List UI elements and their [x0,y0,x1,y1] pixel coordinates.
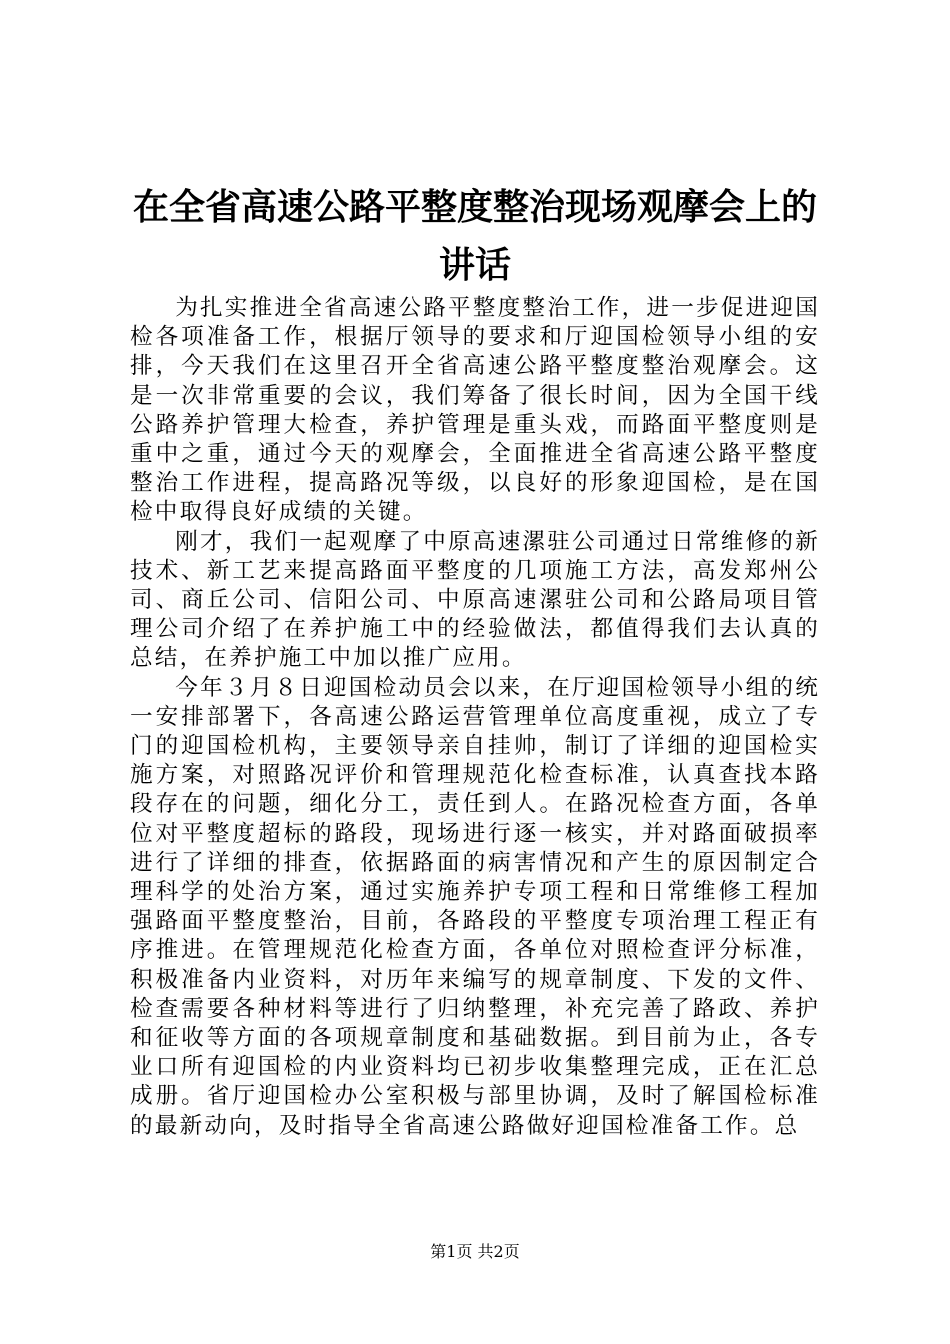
paragraph: 今年３月８日迎国检动员会以来，在厅迎国检领导小组的统一安排部署下，各高速公路运营管理单位高度重视，成立了专门的迎国检机构，主要领导亲自挂帅，制订了详细的迎国检实施方案，对照路况评价和管理规范化检查标准，认真查找本路段存在的问题，细化分工，责任到人。在路况检查方面，各单位对平整度超标的路段，现场进行逐一核实，并对路面破损率进行了详细的排查，依据路面的病害情况和产生的原因制定合理科学的处治方案，通过实施养护专项工程和日常维修工程加强路面平整度整治，目前，各路段的平整度专项治理工程正有序推进。在管理规范化检查方面，各单位对照检查评分标准，积极准备内业资料，对历年来编写的规章制度、下发的文件、检查需要各种材料等进行了归纳整理，补充完善了路政、养护和征收等方面的各项规章制度和基础数据。到目前为止，各专业口所有迎国检的内业资料均已初步收集整理完成，正在汇总成册。省厅迎国检办公室积极与部里协调，及时了解国检标准的最新动向，及时指导全省高速公路做好迎国检准备工作。总 [130,674,820,1139]
document-title: 在全省高速公路平整度整治现场观摩会上的讲话 [132,186,817,286]
paragraph: 刚才，我们一起观摩了中原高速漯驻公司通过日常维修的新技术、新工艺来提高路面平整度的几项施工方法，高发郑州公司、商丘公司、信阳公司、中原高速漯驻公司和公路局项目管理公司介绍了在养护施工中的经验做法，都值得我们去认真的总结，在养护施工中加以推广应用。 [130,528,820,672]
document-body [130,294,820,1141]
page-footer: 第1页 共2页 [430,1242,520,1261]
paragraph: 为扎实推进全省高速公路平整度整治工作，进一步促进迎国检各项准备工作，根据厅领导的要求和厅迎国检领导小组的安排，今天我们在这里召开全省高速公路平整度整治观摩会。这是一次非常重要的会议，我们筹备了很长时间，因为全国干线公路养护管理大检查，养护管理是重头戏，而路面平整度则是重中之重，通过今天的观摩会，全面推进全省高速公路平整度整治工作进程，提高路况等级，以良好的形象迎国检，是在国检中取得良好成绩的关键。 [130,295,820,526]
